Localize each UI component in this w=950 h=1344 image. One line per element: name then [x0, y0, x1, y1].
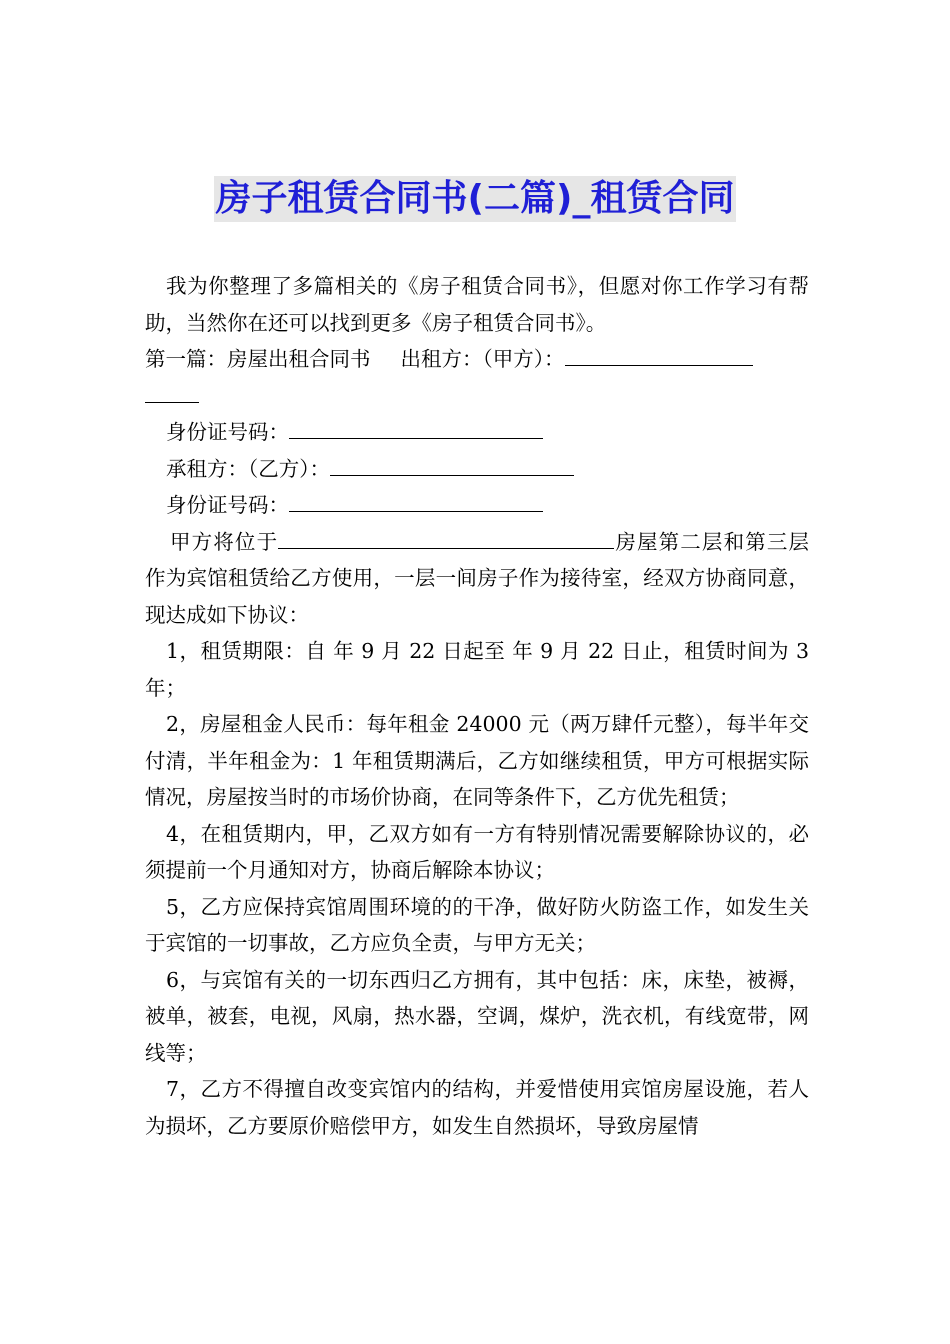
location-paragraph: [145, 524, 809, 634]
id-blank-2: [289, 510, 543, 512]
lessor-blank: [565, 364, 753, 366]
location-suffix: 房屋第二层和第三层作为宾馆租赁给乙方使用，一层一间房子作为接待室，经双方协商同意，现达成如下协议：: [145, 529, 810, 627]
id-label-1: 身份证号码：: [166, 420, 289, 444]
lessee-line: [145, 451, 809, 488]
lessor-blank-continued: [145, 401, 199, 403]
location-prefix: 甲方将位于: [170, 529, 279, 554]
clause-7: 7，乙方不得擅自改变宾馆内的结构，并爱惜使用宾馆房屋设施，若人为损坏，乙方要原价赔偿甲方，如发生自然损坏，导致房屋情: [145, 1077, 809, 1138]
clause-5: 5，乙方应保持宾馆周围环境的的干净，做好防火防盗工作，如发生关于宾馆的一切事故，乙方应负全责，与甲方无关；: [145, 894, 809, 955]
document-title: 房子租赁合同书(二篇)_租赁合同: [214, 176, 737, 222]
lessee-label: 承租方：（乙方）：: [166, 456, 330, 481]
clause-1: 1，租赁期限：自 年 9 月 22 日起至 年 9 月 22 日止，租赁时间为 3 年；: [145, 639, 809, 700]
lessee-blank: [330, 474, 574, 476]
clause-4: 4，在租赁期内，甲，乙双方如有一方有特别情况需要解除协议的，必须提前一个月通知对方，协商后解除本协议；: [145, 821, 809, 882]
id-label-2: 身份证号码：: [166, 493, 289, 517]
lessor-label: 出租方：（甲方）：: [400, 347, 565, 371]
clause-6: 6，与宾馆有关的一切东西归乙方拥有，其中包括：床，床垫，被褥，被单，被套，电视，风扇，热水器，空调，煤炉，洗衣机，有线宽带，网线等；: [145, 967, 809, 1065]
id-line-1: [145, 414, 809, 451]
location-blank: [278, 547, 614, 549]
id-line-2: [145, 487, 809, 524]
document-body: [145, 268, 809, 1144]
lessor-line: [145, 341, 809, 414]
intro-paragraph: 我为你整理了多篇相关的《房子租赁合同书》，但愿对你工作学习有帮助，当然你在还可以找到更多《房子租赁合同书》。: [145, 274, 809, 335]
id-blank-1: [289, 437, 543, 439]
title-container: [0, 176, 950, 222]
first-section-heading: 第一篇：房屋出租合同书: [145, 347, 371, 371]
clause-2: 2，房屋租金人民币：每年租金 24000 元（两万肆仟元整），每半年交付清，半年租金为：1 年租赁期满后，乙方如继续租赁，甲方可根据实际情况，房屋按当时的市场价协商，在同等条件下，乙方优先租赁；: [145, 712, 809, 809]
